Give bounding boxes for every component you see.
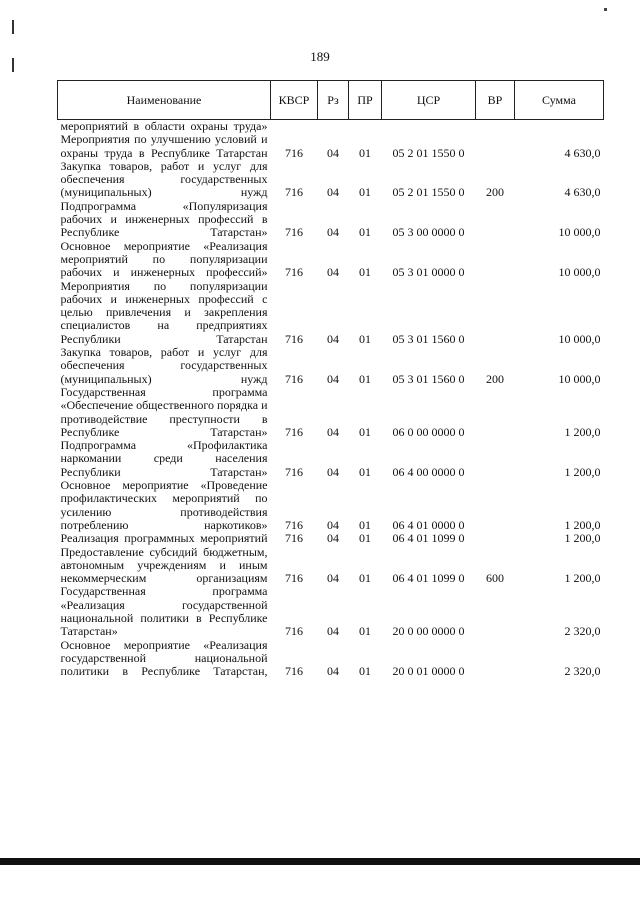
row-name: Основное мероприятие «Проведение профилактических мероприятий по усилению противодействия потреблению наркотиков» — [60, 478, 268, 532]
row-name: Закупка товаров, работ и услуг для обеспечения государственных (муниципальных) нужд — [60, 345, 268, 386]
scan-border-bar — [0, 858, 640, 865]
row-csr: 06 0 00 0000 0 — [392, 424, 465, 439]
row-vr — [476, 200, 515, 240]
row-sum: 10 000,0 — [558, 331, 601, 346]
header-csr: ЦСР — [382, 81, 476, 120]
row-pr: 01 — [359, 145, 371, 160]
row-pr: 01 — [359, 531, 371, 546]
row-name: Подпрограмма «Профилактика наркомании среди населения Республики Татарстан» — [60, 438, 268, 479]
row-rz: 04 — [327, 265, 339, 280]
row-kvsr: 716 — [285, 145, 303, 160]
row-vr — [476, 386, 515, 439]
row-csr: 20 0 01 0000 0 — [392, 664, 465, 679]
row-vr — [476, 439, 515, 479]
row-sum: 1 200,0 — [564, 531, 601, 546]
row-kvsr: 716 — [285, 265, 303, 280]
row-rz: 04 — [327, 331, 339, 346]
table-row — [58, 280, 604, 346]
row-vr — [476, 280, 515, 346]
row-rz: 04 — [327, 145, 339, 160]
table-row — [58, 160, 604, 200]
row-pr: 01 — [359, 185, 371, 200]
row-name: Мероприятия по улучшению условий и охраны труда в Республике Татарстан — [60, 132, 268, 160]
table-row — [58, 133, 604, 160]
row-kvsr: 716 — [285, 424, 303, 439]
row-pr: 01 — [359, 571, 371, 586]
row-pr: 01 — [359, 464, 371, 479]
table-row — [58, 439, 604, 479]
row-name: Закупка товаров, работ и услуг для обеспечения государственных (муниципальных) нужд — [60, 158, 268, 200]
row-csr: 06 4 00 0000 0 — [392, 464, 465, 479]
table-row — [58, 120, 604, 134]
table-row — [58, 479, 604, 532]
header-rz: Рз — [318, 81, 349, 120]
table-header-row — [58, 81, 604, 120]
row-vr: 200 — [486, 185, 504, 200]
row-name: мероприятий в области охраны труда» — [60, 119, 268, 133]
row-rz: 04 — [327, 185, 339, 200]
row-name: Реализация программных мероприятий — [60, 531, 268, 546]
row-vr: 600 — [486, 571, 504, 586]
row-rz: 04 — [327, 517, 339, 532]
row-kvsr: 716 — [285, 664, 303, 679]
table-row — [58, 240, 604, 280]
row-csr: 05 2 01 1550 0 — [392, 145, 465, 160]
row-kvsr: 716 — [285, 624, 303, 639]
table-row — [58, 346, 604, 386]
row-csr — [382, 120, 476, 134]
row-pr: 01 — [359, 664, 371, 679]
row-sum: 10 000,0 — [558, 225, 601, 240]
header-pr: ПР — [349, 81, 382, 120]
page-number: 189 — [310, 49, 330, 64]
row-vr — [476, 133, 515, 160]
row-csr: 05 3 01 0000 0 — [392, 265, 465, 280]
header-name: Наименование — [58, 81, 271, 120]
row-sum: 1 200,0 — [564, 517, 601, 532]
row-sum: 4 630,0 — [564, 185, 601, 200]
row-rz: 04 — [327, 371, 339, 386]
table-row — [58, 546, 604, 586]
row-csr: 06 4 01 1099 0 — [392, 571, 465, 586]
row-pr: 01 — [359, 371, 371, 386]
row-rz: 04 — [327, 571, 339, 586]
row-pr: 01 — [359, 624, 371, 639]
row-vr — [476, 532, 515, 545]
row-name: Государственная программа «Реализация государственной национальной политики в Республике Татарстан» — [60, 584, 268, 639]
table-row — [58, 585, 604, 638]
row-vr: 200 — [486, 371, 504, 386]
row-name: Подпрограмма «Популяризация рабочих и инженерных профессий в Республике Татарстан» — [60, 198, 268, 240]
row-kvsr: 716 — [285, 371, 303, 386]
row-rz: 04 — [327, 424, 339, 439]
row-name: Государственная программа «Обеспечение общественного порядка и противодействие преступности в Республике Татарстан» — [60, 384, 268, 439]
table-row — [58, 386, 604, 439]
scan-artifact — [604, 8, 607, 11]
row-vr — [476, 479, 515, 532]
row-rz: 04 — [327, 531, 339, 546]
row-name: Мероприятия по популяризации рабочих и инженерных профессий с целью привлечения и закрепления специалистов на предприятиях Республики Татарстан — [60, 278, 268, 346]
row-kvsr: 716 — [285, 225, 303, 240]
row-kvsr: 716 — [285, 531, 303, 546]
row-vr — [476, 240, 515, 280]
row-csr: 05 2 01 1550 0 — [392, 185, 465, 200]
header-kvsr: КВСР — [271, 81, 318, 120]
row-name: Предоставление субсидий бюджетным, автономным учреждениям и иным некоммерческим организациям — [60, 544, 268, 586]
row-csr: 05 3 01 1560 0 — [392, 371, 465, 386]
row-pr: 01 — [359, 265, 371, 280]
row-pr: 01 — [359, 517, 371, 532]
row-vr — [476, 120, 515, 134]
row-kvsr: 716 — [285, 464, 303, 479]
row-sum: 1 200,0 — [564, 464, 601, 479]
row-kvsr: 716 — [285, 185, 303, 200]
row-kvsr: 716 — [285, 517, 303, 532]
row-name: Основное мероприятие «Реализация государственной национальной политики в Республике Татарстан, — [60, 637, 268, 679]
header-sum: Сумма — [515, 81, 604, 120]
row-vr — [476, 585, 515, 638]
table-row — [58, 639, 604, 679]
row-sum: 2 320,0 — [564, 624, 601, 639]
row-rz — [318, 120, 349, 134]
table-row — [58, 532, 604, 545]
row-csr: 06 4 01 0000 0 — [392, 517, 465, 532]
budget-table — [57, 80, 604, 678]
row-pr: 01 — [359, 424, 371, 439]
header-vr: ВР — [476, 81, 515, 120]
row-rz: 04 — [327, 664, 339, 679]
row-pr: 01 — [359, 331, 371, 346]
row-name: Основное мероприятие «Реализация мероприятий по популяризации рабочих и инженерных профессий» — [60, 238, 268, 280]
row-kvsr: 716 — [285, 571, 303, 586]
row-kvsr — [271, 120, 318, 134]
row-vr — [476, 639, 515, 679]
table-row — [58, 200, 604, 240]
row-sum: 10 000,0 — [558, 371, 601, 386]
row-csr: 20 0 00 0000 0 — [392, 624, 465, 639]
row-sum — [515, 120, 604, 134]
row-pr — [349, 120, 382, 134]
row-sum: 2 320,0 — [564, 664, 601, 679]
row-sum: 4 630,0 — [564, 145, 601, 160]
row-csr: 05 3 00 0000 0 — [392, 225, 465, 240]
row-pr: 01 — [359, 225, 371, 240]
row-sum: 1 200,0 — [564, 424, 601, 439]
row-sum: 10 000,0 — [558, 265, 601, 280]
row-rz: 04 — [327, 225, 339, 240]
row-rz: 04 — [327, 464, 339, 479]
scan-artifact — [12, 20, 14, 34]
row-kvsr: 716 — [285, 331, 303, 346]
row-rz: 04 — [327, 624, 339, 639]
row-sum: 1 200,0 — [564, 571, 601, 586]
row-csr: 06 4 01 1099 0 — [392, 531, 465, 546]
row-csr: 05 3 01 1560 0 — [392, 331, 465, 346]
